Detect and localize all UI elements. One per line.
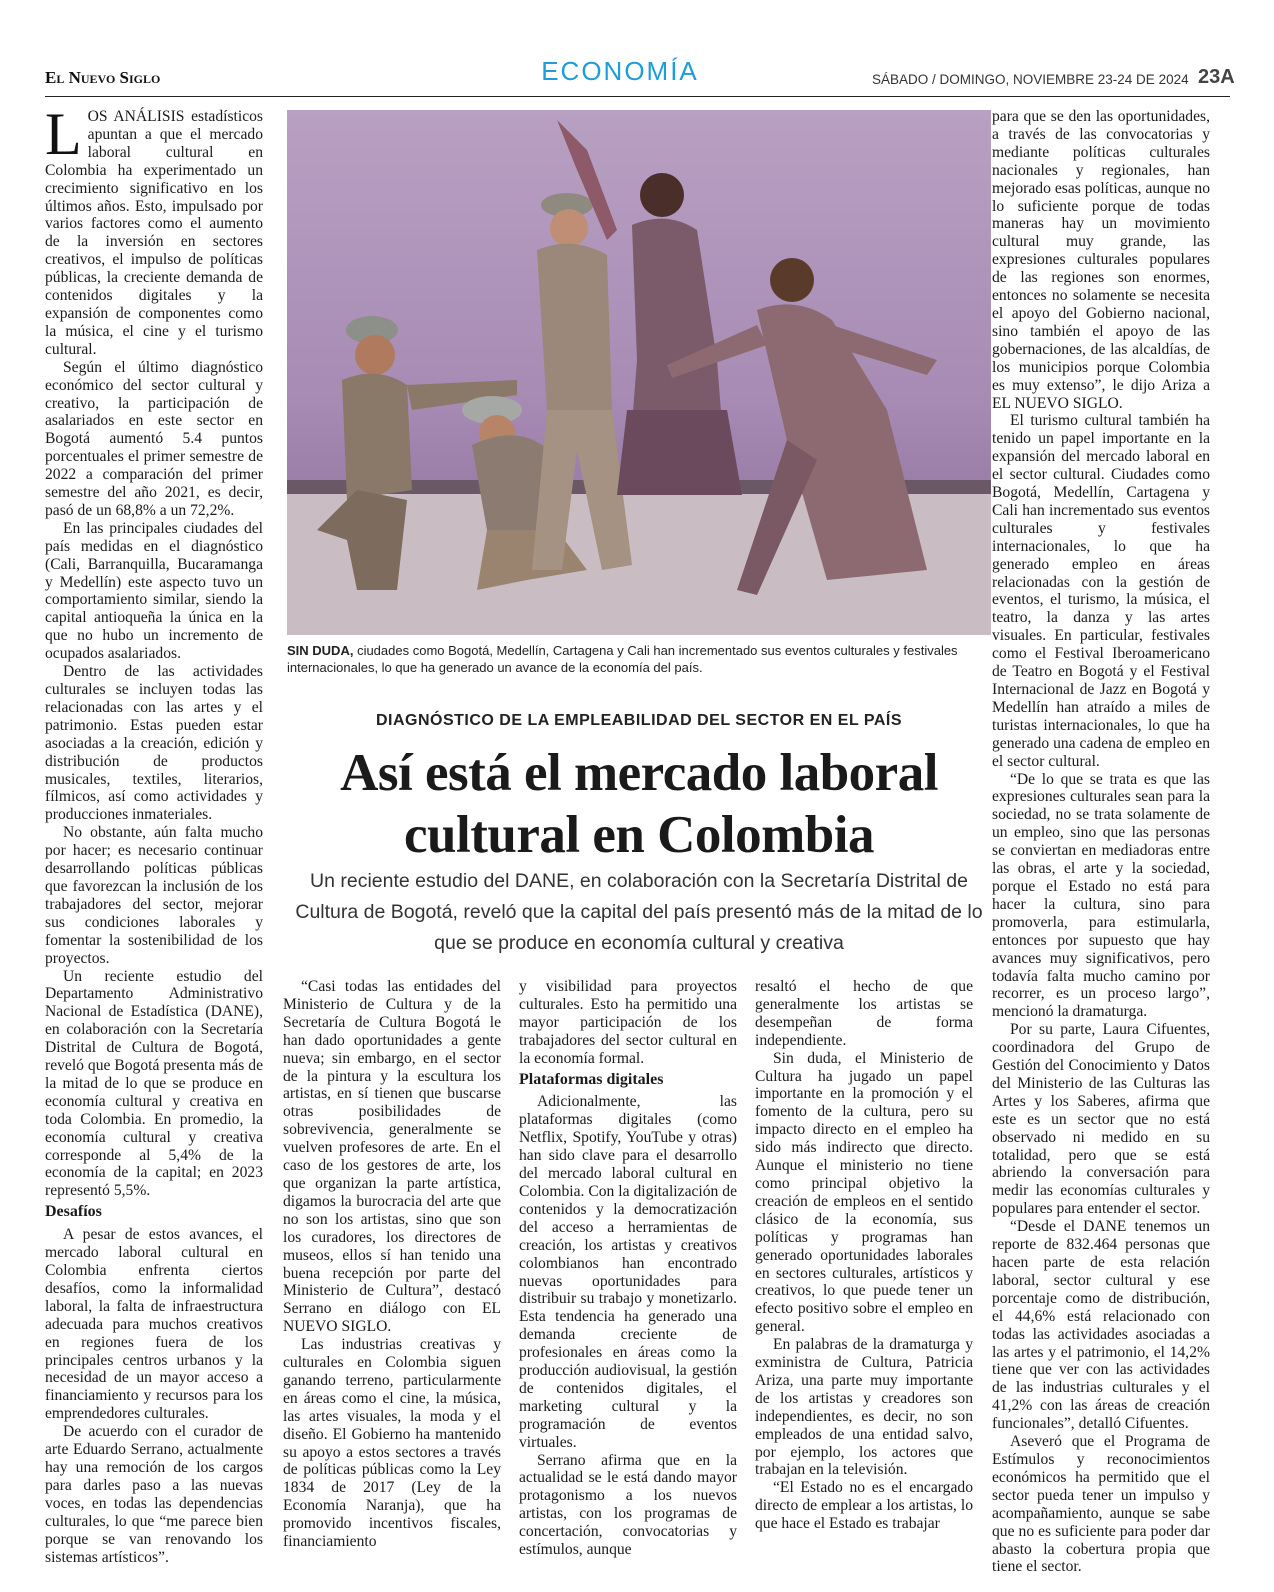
paragraph: Por su parte, Laura Cifuentes, coordinadora del Grupo de Gestión del Conocimiento y Datos del Ministerio de las Culturas las Artes y los Saberes, afirma que este es un sector que no está observado ni medido en su totalidad, pero que se está abriendo la conversación para medir las economías culturales y populares para entender el sector.: [992, 1021, 1210, 1218]
paragraph: Según el último diagnóstico económico del sector cultural y creativo, la participación de asalariados en este sector en Bogotá aumentó 5.4 puntos porcentuales el primer semestre de 2022 a comparación del primer semestre del año 2021, es decir, pasó de un 68,8% a un 72,2%.: [45, 358, 263, 519]
caption-lead: SIN DUDA,: [287, 643, 354, 658]
paragraph: Adicionalmente, las plataformas digitales (como Netflix, Spotify, YouTube y otras) han sido clave para el desarrollo del mercado laboral cultural en Colombia. Con la digitalización de contenidos y la democratización del acceso a herramientas de creación, los artistas y creativos colombianos han encontrado nuevas oportunidades para distribuir su trabajo y monetizarlo. Esta tendencia ha generado una demanda creciente de profesionales en áreas como la producción audiovisual, la gestión de contenidos digitales, el marketing cultural y la programación de eventos virtuales.: [519, 1093, 737, 1451]
photo-caption: [287, 642, 991, 676]
article-headline: [287, 742, 991, 866]
page-number: 23A: [1198, 66, 1235, 88]
paragraph: En palabras de la dramaturga y exministra de Cultura, Patricia Ariza, una parte muy importante de los artistas y creadores son independientes, es decir, no son empleados de una entidad salvo, por ejemplo, los actores que trabajan en la televisión.: [755, 1336, 973, 1479]
caption-text: ciudades como Bogotá, Medellín, Cartagena y Cali han incrementado sus eventos culturales y festivales internacionales, lo que ha generado un avance de la economía del país.: [287, 643, 958, 675]
publication-name: El Nuevo Siglo: [45, 68, 161, 87]
paragraph: Un reciente estudio del Departamento Administrativo Nacional de Estadística (DANE), en colaboración con la Secretaría Distrital de Cultura de Bogotá, reveló que Bogotá presenta más de la mitad de lo que se produce en economía cultural y creativa en toda Colombia. En promedio, la economía cultural y creativa corresponde al 5,4% de la economía de la capital; en 2023 representó 5,5%.: [45, 967, 263, 1200]
paragraph: Las industrias creativas y culturales en Colombia siguen ganando terreno, particularmente en áreas como el cine, la música, las artes visuales, la moda y el diseño. El Gobierno ha mantenido su apoyo a estos sectores a través de políticas públicas como la Ley 1834 de 2017 (Ley de la Economía Naranja), que ha promovido incentivos fiscales, financiamiento: [283, 1336, 501, 1551]
paragraph: Dentro de las actividades culturales se incluyen todas las relacionadas con las artes y el patrimonio. Estas pueden estar asociadas a la creación, edición y distribución de productos musicales, textiles, literarios, fílmicos, así como actividades y producciones inmateriales.: [45, 663, 263, 824]
article-subhead: Un reciente estudio del DANE, en colaboración con la Secretaría Distrital de Cultura de Bogotá, reveló que la capital del país presentó más de la mitad de lo que se produce en economía cultural y creativa: [295, 870, 983, 954]
paragraph: Sin duda, el Ministerio de Cultura ha jugado un papel importante en la promoción y el fomento de la cultura, pero su impacto directo en el empleo ha sido más indirecto que directo. Aunque el ministerio no tiene como principal objetivo la creación de empleos en el sentido clásico de la economía, sus políticas y programas han generado oportunidades laborales en sectores culturales, artísticos y creativos, lo que puede tener un efecto positivo sobre el empleo en general.: [755, 1049, 973, 1336]
headline-line-2: cultural en Colombia: [404, 806, 874, 864]
article-column-4: [755, 978, 973, 1533]
article-column-1: [45, 101, 263, 1566]
article-kicker: DIAGNÓSTICO DE LA EMPLEABILIDAD DEL SECTOR EN EL PAÍS: [375, 712, 903, 729]
paragraph: Aseveró que el Programa de Estímulos y reconocimientos económicos ha permitido que el sector pueda tener un impulso y acompañamiento, aunque se sabe que no es suficiente para poder dar abasto la cobertura propia que tiene el sector.: [992, 1433, 1210, 1576]
lead-text: OS ANÁLISIS estadísticos apuntan a que el mercado laboral cultural en Colombia ha experimentado un crecimiento significativo en los últimos años. Esto, impulsado por varios factores como el aumento de la inversión en sectores creativos, el impulso de políticas públicas, la creciente demanda de contenidos digitales y la expansión de componentes como la música, el cine y el turismo cultural.: [45, 108, 263, 358]
paragraph: No obstante, aún falta mucho por hacer; es necesario continuar desarrollando políticas públicas que favorezcan la inclusión de los trabajadores del sector, mejorar sus condiciones laborales y fomentar la sostenibilidad de los proyectos.: [45, 824, 263, 967]
subheading-desafios: Desafíos: [45, 1203, 102, 1221]
issue-date: SÁBADO / DOMINGO, NOVIEMBRE 23-24 DE 2024: [872, 72, 1189, 87]
paragraph: De acuerdo con el curador de arte Eduardo Serrano, actualmente hay una remoción de los cargos para darles paso a las nuevas voces, en todas las dependencias culturales, lo que “me parece bien porque se van renovando los sistemas artísticos”.: [45, 1423, 263, 1566]
paragraph: “Desde el DANE tenemos un reporte de 832.464 personas que hacen parte de esta relación laboral, sector cultural y ese porcentaje como de distribución, el 44,6% está relacionado con todas las actividades asociadas a las artes y el patrimonio, el 14,2% tiene que ver con las actividades de las industrias culturales y el 41,2% con las áreas de creación funcionales”, detalló Cifuentes.: [992, 1218, 1210, 1433]
paragraph: “De lo que se trata es que las expresiones culturales sean para la sociedad, no se trata solamente de un empleo, sino que las personas se conviertan en mediadoras entre las obras, el arte y la sociedad, porque el Estado no está para hacer la cultura, sino para promoverla, para estimularla, entonces por supuesto que hay avances muy significativos, pero todavía falta mucho camino por recorrer, es un proceso largo”, mencionó la dramaturga.: [992, 770, 1210, 1021]
dance-photo: [287, 110, 991, 635]
dancers-illustration: [287, 110, 991, 635]
paragraph: y visibilidad para proyectos culturales. Esto ha permitido una mayor participación de los trabajadores del sector cultural en la economía formal.: [519, 978, 737, 1067]
paragraph: “Casi todas las entidades del Ministerio de Cultura y de la Secretaría de Cultura Bogotá le han dado oportunidades a gente nueva; sin embargo, en el sector de la pintura y la escultura los artistas, en sí tienen que buscarse otras posibilidades de sobrevivencia, generalmente se vuelven profesores de arte. En el caso de los gestores de arte, los que organizan la parte artística, digamos la burocracia del arte que no son los artistas, sino que son los curadores, los directores de museos, ellos sí han tenido una buena recepción por parte del Ministerio de Cultura”, destacó Serrano en diálogo con EL NUEVO SIGLO.: [283, 978, 501, 1336]
article-column-3: [519, 978, 737, 1559]
headline-line-1: Así está el mercado laboral: [340, 744, 938, 802]
lead-paragraph: [45, 101, 263, 359]
subheading-plataformas: Plataformas digitales: [519, 1070, 664, 1088]
article-column-5: [992, 108, 1210, 1576]
section-title: ECONOMÍA: [541, 56, 699, 86]
paragraph: El turismo cultural también ha tenido un papel importante en la expansión del mercado laboral en el sector cultural. Ciudades como Bogotá, Medellín, Cartagena y Cali han incrementado sus eventos culturales y festivales internacionales, lo que ha generado empleo en áreas relacionadas con la gestión de eventos, el turismo, la música, el teatro, la danza y las artes visuales. En particular, festivales como el Festival Iberoamericano de Teatro en Bogotá y el Festival Internacional de Jazz en Bogotá y Medellín han atraído a miles de turistas internacionales, lo que ha generado una cadena de empleo en el sector cultural.: [992, 412, 1210, 770]
paragraph: para que se den las oportunidades, a través de las convocatorias y mediante políticas culturales nacionales y regionales, han mejorado esas políticas, aunque no lo suficiente porque de todas maneras hay un movimiento cultural muy grande, las expresiones culturales populares de las regiones son enormes, entonces no solamente se necesita el apoyo del Gobierno nacional, sino también el apoyo de las gobernaciones, de las alcaldías, de los municipios porque Colombia es muy extenso”, le dijo Ariza a EL NUEVO SIGLO.: [992, 108, 1210, 412]
paragraph: “El Estado no es el encargado directo de emplear a los artistas, lo que hace el Estado es trabajar: [755, 1479, 973, 1533]
paragraph: resaltó el hecho de que generalmente los artistas se desempeñan de forma independiente.: [755, 978, 973, 1049]
drop-cap: L: [45, 101, 82, 167]
paragraph: A pesar de estos avances, el mercado laboral cultural en Colombia enfrenta ciertos desafíos, como la informalidad laboral, la falta de infraestructura adecuada para muchos creativos en regiones fuera de los principales centros urbanos y la necesidad de un mayor acceso a financiamiento y recursos para los emprendedores culturales.: [45, 1226, 263, 1423]
paragraph: Serrano afirma que en la actualidad se le está dando mayor protagonismo a los nuevos artistas, con los programas de concertación, convocatorias y estímulos, aunque: [519, 1451, 737, 1559]
header-rule: [45, 96, 1230, 97]
article-column-2: [283, 978, 501, 1551]
paragraph: En las principales ciudades del país medidas en el diagnóstico (Cali, Barranquilla, Bucaramanga y Medellín) este aspecto tuvo un comportamiento similar, siendo la capital antioqueña la única en la que no hubo un incremento de ocupados asalariados.: [45, 519, 263, 663]
